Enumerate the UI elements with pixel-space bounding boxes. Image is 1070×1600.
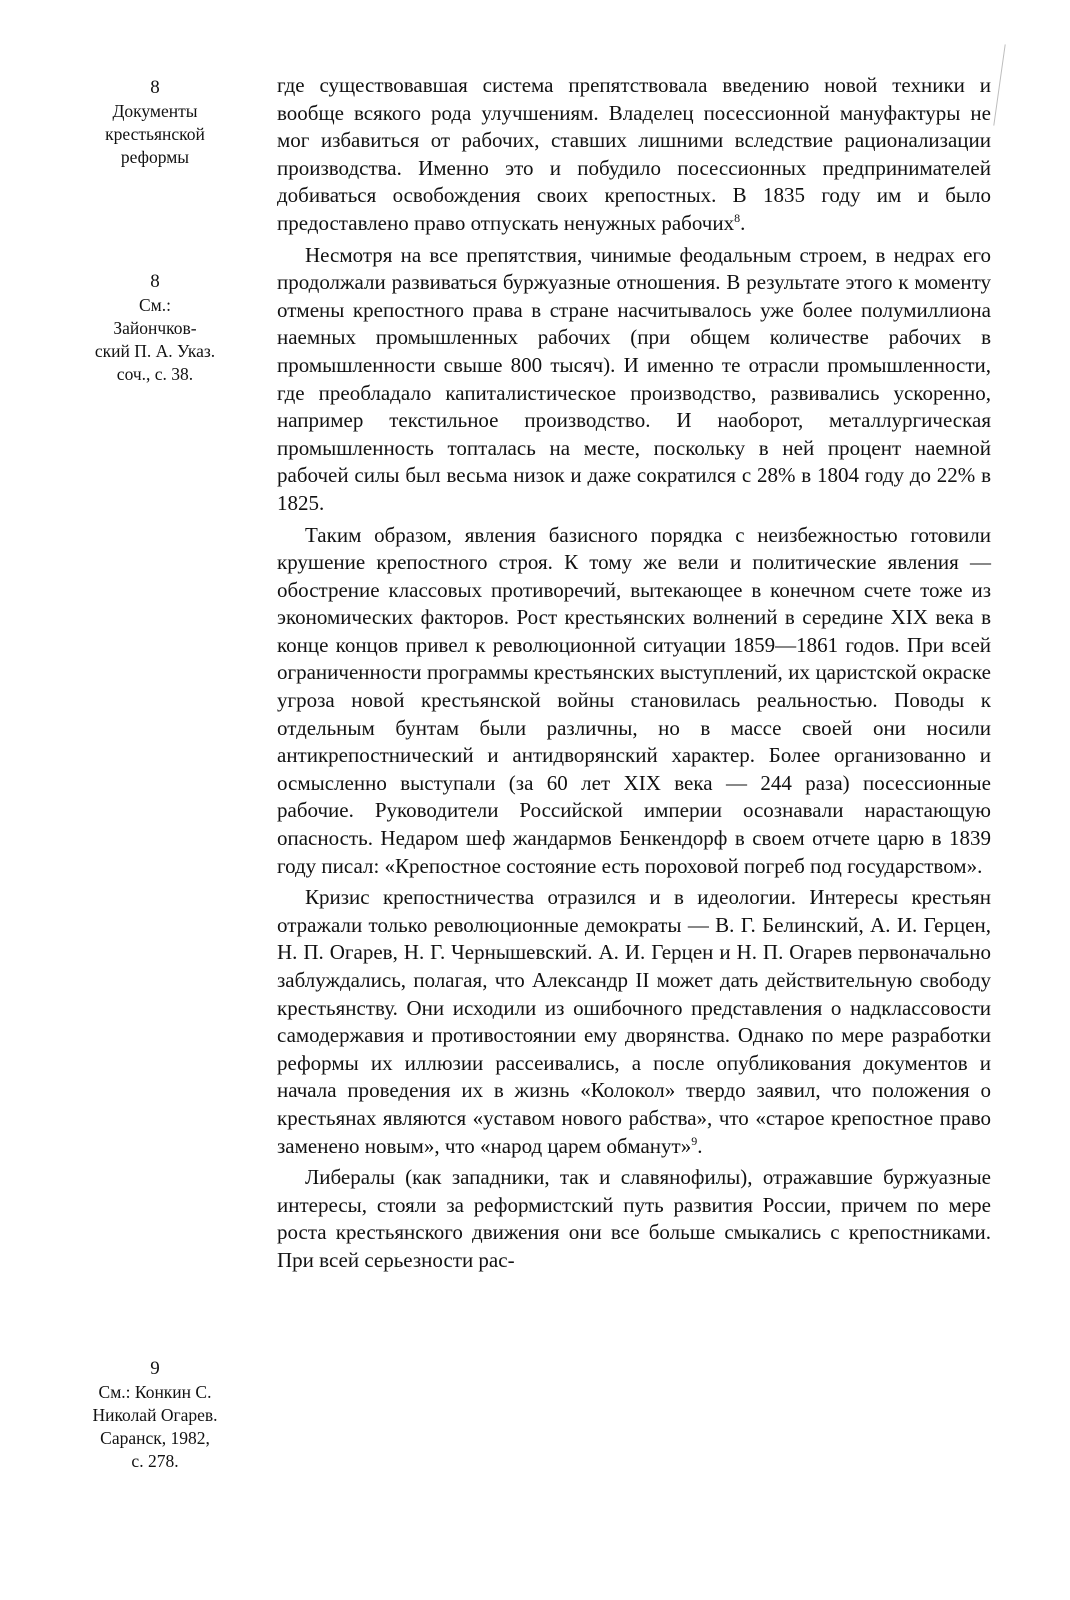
- footnote-9: [60, 1357, 250, 1473]
- margin-note: [60, 76, 250, 169]
- margin-note-text: Документы крестьянской реформы: [105, 101, 205, 167]
- paragraph-text: Либералы (как западники, так и славянофилы), отражавшие буржуазные интересы, стояли за реформистский путь развития России, причем по мере роста крестьянского движения они все больше смыкались с крепостниками. При всей серьезности рас-: [277, 1165, 991, 1272]
- paragraph-text: где существовавшая система препятствовала введению новой техники и вообще всякого рода улучшениям. Владелец посессионной мануфактуры не мог избавиться от рабочих, ставших лишними вследствие рационализации производства. Именно это и побудило посессионных предпринимателей добиваться освобождения своих крепостных. В 1835 году им и было предоставлено право отпускать ненужных рабочих: [277, 73, 991, 235]
- footnote-number: 8: [150, 271, 160, 292]
- footnote-text: См.: Конкин С. Николай Огарев. Саранск, 1982, с. 278.: [92, 1382, 218, 1471]
- footnote-8: [60, 270, 250, 386]
- paragraph-text: Несмотря на все препятствия, чинимые феодальным строем, в недрах его продолжали развиваться буржуазные отношения. В результате этого к моменту отмены крепостного права в стране насчитывалось уже более полумиллиона наемных промышленных рабочих (при общем количестве рабочих в промышленности свыше 800 тысяч). И именно те отрасли промышленности, где преобладало капиталистическое производство, развивались ускоренно, например текстильное производство. И наоборот, металлургическая промышленность топталась на месте, поскольку в ней процент наемной рабочей силы был весьма низок и даже сократился с 28% в 1804 году до 22% в 1825.: [277, 242, 991, 515]
- scan-artifact-line: [993, 44, 1005, 125]
- paragraph: [277, 242, 991, 518]
- paragraph-text: Таким образом, явления базисного порядка с неизбежностью готовили крушение крепостного строя. К тому же вели и политические явления — обострение классовых противоречий, вытекающее в конечном счете тоже из экономических факторов. Рост крестьянских волнений в середине XIX века в конце концов привел к революционной ситуации 1859—1861 годов. При всей ограниченности программы крестьянских выступлений, их царистской окраске угроза новой крестьянской войны становилась реальностью. Поводы к отдельным бунтам были различны, но в массе своей они носили антикрепостнический и антидворянский характер. Более организованно и осмысленно выступали (за 60 лет XIX века — 244 раза) посессионные рабочие. Руководители Российской империи осознавали нарастающую опасность. Недаром шеф жандармов Бенкендорф в своем отчете царю в 1839 году писал: «Крепостное состояние есть пороховой погреб под государством».: [277, 522, 991, 878]
- footnote-reference: 9: [691, 1133, 698, 1148]
- footnote-reference: 8: [734, 210, 741, 225]
- paragraph: Кризис крепостничества отразился и в идеологии. Интересы крестьян отражали только революционные демократы — В. Г. Белинский, А. И. Герцен, Н. П. Огарев, Н. Г. Чернышевский. А. И. Герцен и Н. П. Огарев первоначально заблуждались, полагая, что Александр II может дать действительную свободу крестьянству. Они исходили из ошибочного представления о надклассовости самодержавия и противостоянии ему дворянства. Однако по мере разработки реформы их иллюзии рассеивались, а после опубликования документов и начала проведения их в жизнь «Колокол» твердо заявил, что положения о крестьянах являются «уставом нового рабства», что «старое крепостное право заменено новым», что «народ царем обманут»$^9$.: [277, 885, 991, 1158]
- main-text: [277, 72, 991, 1279]
- margin-note-number: 8: [150, 77, 160, 98]
- paragraph: [277, 1164, 991, 1274]
- paragraph-text: Кризис крепостничества отразился и в идеологии. Интересы крестьян отражали только революционные демократы — В. Г. Белинский, А. И. Герцен, Н. П. Огарев, Н. Г. Чернышевский. А. И. Герцен и Н. П. Огарев первоначально заблуждались, полагая, что Александр II может дать действительную свободу крестьянству. Они исходили из ошибочного представления о надклассовости самодержавия и противостоянии ему дворянства. Однако по мере разработки реформы их иллюзии рассеивались, а после опубликования документов и начала проведения их в жизнь «Колокол» твердо заявил, что положения о крестьянах являются «уставом нового рабства», что «старое крепостное право заменено новым», что «народ царем обманут»: [277, 885, 991, 1158]
- paragraph: [277, 522, 991, 881]
- paragraph: где существовавшая система препятствовала введению новой техники и вообще всякого рода улучшениям. Владелец посессионной мануфактуры не мог избавиться от рабочих, ставших лишними вследствие рационализации производства. Именно это и побудило посессионных предпринимателей добиваться освобождения своих крепостных. В 1835 году им и было предоставлено право отпускать ненужных рабочих$^8$.: [277, 73, 991, 235]
- footnote-text: См.: Зайончков- ский П. А. Указ. соч., с. 38.: [94, 295, 216, 384]
- footnote-number: 9: [150, 1358, 160, 1379]
